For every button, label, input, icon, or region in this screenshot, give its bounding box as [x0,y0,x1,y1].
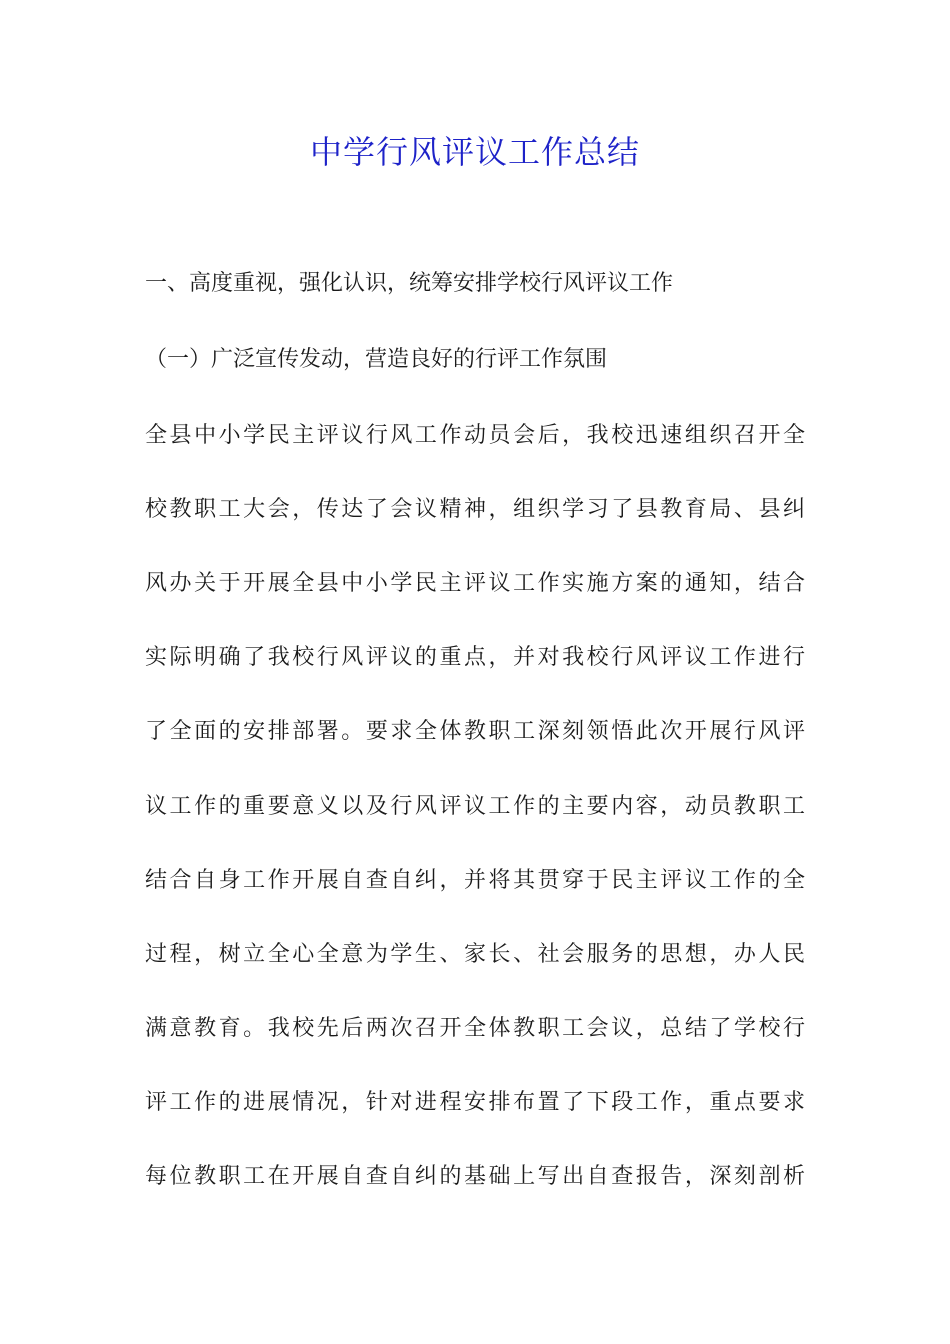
body-line: 议工作的重要意义以及行风评议工作的主要内容，动员教职工 [145,794,805,819]
subsection-heading: （一）广泛宣传发动，营造良好的行评工作氛围 [145,347,608,372]
body-line: 评工作的进展情况，针对进程安排布置了下段工作，重点要求 [145,1090,805,1115]
body-line: 实际明确了我校行风评议的重点，并对我校行风评议工作进行 [145,645,805,670]
body-line: 风办关于开展全县中小学民主评议工作实施方案的通知，结合 [145,571,805,596]
body-line: 了全面的安排部署。要求全体教职工深刻领悟此次开展行风评 [145,719,805,744]
document-title: 中学行风评议工作总结 [309,133,640,171]
section-heading: 一、高度重视，强化认识，统筹安排学校行风评议工作 [145,271,674,296]
body-line: 过程，树立全心全意为学生、家长、社会服务的思想，办人民 [145,942,805,967]
body-line: 满意教育。我校先后两次召开全体教职工会议，总结了学校行 [145,1016,805,1041]
body-line: 结合自身工作开展自查自纠，并将其贯穿于民主评议工作的全 [145,868,805,893]
body-line: 每位教职工在开展自查自纠的基础上写出自查报告，深刻剖析 [145,1164,805,1189]
body-line: 校教职工大会，传达了会议精神，组织学习了县教育局、县纠 [145,497,805,522]
body-line: 全县中小学民主评议行风工作动员会后，我校迅速组织召开全 [145,423,805,448]
